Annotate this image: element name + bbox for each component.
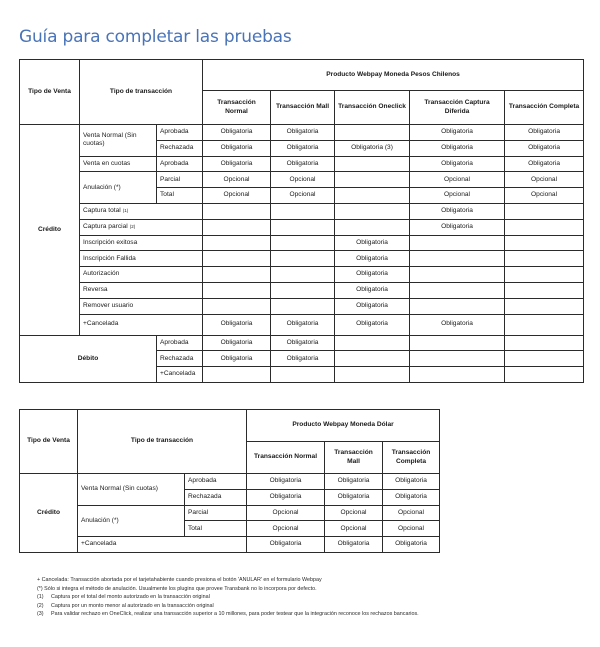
requirement-cell xyxy=(505,282,584,298)
requirement-cell xyxy=(505,267,584,283)
requirement-cell xyxy=(271,267,335,283)
requirement-cell xyxy=(271,367,335,383)
requirement-cell: Obligatoria xyxy=(335,235,410,251)
footnote-ref: (1) xyxy=(122,208,129,214)
requirement-cell: Obligatoria xyxy=(271,125,335,141)
table-row xyxy=(20,314,584,335)
page-title: Guía para completar las pruebas xyxy=(19,27,292,48)
requirement-cell: Obligatoria xyxy=(203,335,271,351)
footnote xyxy=(37,585,419,594)
requirement-cell: Obligatoria xyxy=(410,140,505,156)
requirement-cell: Obligatoria xyxy=(335,298,410,314)
table-row xyxy=(20,298,584,314)
footnote xyxy=(37,610,419,619)
tipo-venta-credito: Crédito xyxy=(20,125,80,336)
requirement-cell: Opcional xyxy=(410,172,505,188)
footnote-key: (1) xyxy=(37,594,44,601)
column-header: Transacción Completa xyxy=(383,442,440,474)
requirement-cell: Opcional xyxy=(505,172,584,188)
header-tipo-transaccion: Tipo de transacción xyxy=(80,60,203,125)
transaction-label: +Cancelada xyxy=(78,537,247,553)
tipo-venta-debito: Débito xyxy=(20,335,157,382)
transaction-label xyxy=(80,282,203,298)
header-tipo-venta: Tipo de Venta xyxy=(20,60,80,125)
transaction-label-text: +Cancelada xyxy=(83,320,119,328)
column-header: Transacción Mall xyxy=(325,442,383,474)
requirement-cell: Opcional xyxy=(203,172,271,188)
requirement-cell xyxy=(203,267,271,283)
requirement-cell: Obligatoria xyxy=(247,537,325,553)
requirement-cell xyxy=(410,267,505,283)
table-row xyxy=(20,156,584,172)
requirement-cell: Opcional xyxy=(410,188,505,204)
transaction-subtype: Aprobada xyxy=(157,335,203,351)
requirement-cell xyxy=(203,203,271,219)
transaction-label-text: Remover usuario xyxy=(83,302,134,310)
requirement-cell xyxy=(410,298,505,314)
requirement-cell: Obligatoria xyxy=(410,203,505,219)
table-row xyxy=(20,537,440,553)
requirement-cell: Obligatoria (3) xyxy=(335,140,410,156)
transaction-subtype: Total xyxy=(185,521,247,537)
column-header: Transacción Completa xyxy=(505,91,584,125)
requirement-cell xyxy=(410,367,505,383)
requirement-cell: Obligatoria xyxy=(325,474,383,490)
requirement-cell xyxy=(410,282,505,298)
transaction-label xyxy=(80,251,203,267)
requirement-cell: Obligatoria xyxy=(383,474,440,490)
table-dolar xyxy=(19,409,440,553)
header-tipo-venta: Tipo de Venta xyxy=(20,410,78,474)
requirement-cell xyxy=(335,203,410,219)
requirement-cell: Obligatoria xyxy=(383,489,440,505)
footnote-text: Para validar rechazo en OneClick, realizar una transacción superior a 10 millones, para poder testear que la integración reconoce los rechazos bancarios. xyxy=(51,611,419,618)
requirement-cell xyxy=(410,235,505,251)
transaction-label xyxy=(80,314,203,335)
requirement-cell: Opcional xyxy=(383,521,440,537)
transaction-group: Venta Normal (Sin cuotas) xyxy=(80,125,157,157)
footnote-text: Captura por el total del monto autorizado en la transacción original xyxy=(51,594,210,601)
footnote-key: (3) xyxy=(37,611,44,618)
transaction-subtype: Rechazada xyxy=(157,351,203,367)
transaction-label xyxy=(80,267,203,283)
requirement-cell: Obligatoria xyxy=(335,282,410,298)
requirement-cell: Opcional xyxy=(383,505,440,521)
transaction-label-text: Reversa xyxy=(83,286,108,294)
requirement-cell: Obligatoria xyxy=(325,537,383,553)
transaction-subtype: +Cancelada xyxy=(157,367,203,383)
transaction-label xyxy=(80,219,203,235)
transaction-group: Venta en cuotas xyxy=(80,156,157,172)
table-row xyxy=(20,235,584,251)
transaction-group: Anulación (*) xyxy=(78,505,185,537)
requirement-cell xyxy=(271,282,335,298)
footnote-text: (*) Sólo si integra el método de anulación. Usualmente los plugins que provee Transbank no lo incorpora por defecto. xyxy=(37,585,317,592)
footnote xyxy=(37,576,419,585)
requirement-cell: Opcional xyxy=(271,188,335,204)
tipo-venta-credito: Crédito xyxy=(20,474,78,553)
requirement-cell xyxy=(410,351,505,367)
table-row xyxy=(20,172,584,188)
footnote-key: (2) xyxy=(37,602,44,609)
column-header: Transacción Normal xyxy=(247,442,325,474)
requirement-cell: Obligatoria xyxy=(271,140,335,156)
requirement-cell: Obligatoria xyxy=(505,140,584,156)
requirement-cell xyxy=(335,188,410,204)
requirement-cell: Obligatoria xyxy=(335,267,410,283)
requirement-cell: Opcional xyxy=(505,188,584,204)
table-row xyxy=(20,219,584,235)
requirement-cell: Obligatoria xyxy=(271,156,335,172)
requirement-cell xyxy=(505,251,584,267)
table-row xyxy=(20,505,440,521)
transaction-label xyxy=(80,298,203,314)
transaction-subtype: Rechazada xyxy=(185,489,247,505)
requirement-cell xyxy=(203,298,271,314)
table-row xyxy=(20,267,584,283)
requirement-cell: Opcional xyxy=(247,505,325,521)
transaction-label-text: Captura parcial xyxy=(83,223,128,231)
column-header: Transacción Normal xyxy=(203,91,271,125)
table-row xyxy=(20,282,584,298)
requirement-cell: Obligatoria xyxy=(410,125,505,141)
requirement-cell xyxy=(203,235,271,251)
header-producto: Producto Webpay Moneda Dólar xyxy=(247,410,440,442)
requirement-cell: Opcional xyxy=(271,172,335,188)
transaction-subtype: Parcial xyxy=(157,172,203,188)
transaction-subtype: Parcial xyxy=(185,505,247,521)
requirement-cell: Obligatoria xyxy=(410,219,505,235)
requirement-cell: Obligatoria xyxy=(335,314,410,335)
table-row xyxy=(20,335,584,351)
requirement-cell: Obligatoria xyxy=(410,314,505,335)
requirement-cell xyxy=(335,125,410,141)
transaction-label-text: Inscripción exitosa xyxy=(83,238,138,246)
table-pesos-chilenos xyxy=(19,59,584,383)
requirement-cell xyxy=(505,298,584,314)
column-header: Transacción Oneclick xyxy=(335,91,410,125)
footnote-text: Captura por un monto menor al autorizado en la transacción original xyxy=(51,602,214,609)
requirement-cell: Opcional xyxy=(325,505,383,521)
requirement-cell: Obligatoria xyxy=(505,125,584,141)
requirement-cell xyxy=(335,367,410,383)
transaction-subtype: Aprobada xyxy=(185,474,247,490)
requirement-cell xyxy=(335,351,410,367)
requirement-cell: Opcional xyxy=(203,188,271,204)
requirement-cell: Obligatoria xyxy=(203,125,271,141)
requirement-cell xyxy=(335,156,410,172)
footnotes xyxy=(37,576,419,619)
header-tipo-transaccion: Tipo de transacción xyxy=(78,410,247,474)
requirement-cell xyxy=(505,235,584,251)
transaction-subtype: Total xyxy=(157,188,203,204)
requirement-cell xyxy=(271,298,335,314)
requirement-cell xyxy=(271,203,335,219)
requirement-cell xyxy=(271,219,335,235)
requirement-cell: Opcional xyxy=(247,521,325,537)
footnote-text: + Cancelada: Transacción abortada por el tarjetahabiente cuando presiona el botón 'ANULAR' en el formulario Webpay xyxy=(37,577,322,583)
requirement-cell xyxy=(335,335,410,351)
transaction-label xyxy=(80,203,203,219)
requirement-cell xyxy=(335,219,410,235)
requirement-cell xyxy=(505,351,584,367)
footnote-ref: (2) xyxy=(129,224,136,230)
requirement-cell xyxy=(271,235,335,251)
transaction-label xyxy=(80,235,203,251)
requirement-cell xyxy=(410,251,505,267)
requirement-cell xyxy=(505,203,584,219)
table-row xyxy=(20,474,440,490)
requirement-cell: Obligatoria xyxy=(325,489,383,505)
requirement-cell xyxy=(505,367,584,383)
requirement-cell xyxy=(203,367,271,383)
transaction-group: Venta Normal (Sin cuotas) xyxy=(78,474,185,506)
requirement-cell xyxy=(271,251,335,267)
requirement-cell xyxy=(335,172,410,188)
requirement-cell: Obligatoria xyxy=(203,314,271,335)
requirement-cell: Obligatoria xyxy=(383,537,440,553)
requirement-cell: Obligatoria xyxy=(335,251,410,267)
requirement-cell: Opcional xyxy=(325,521,383,537)
requirement-cell xyxy=(410,335,505,351)
header-producto: Producto Webpay Moneda Pesos Chilenos xyxy=(203,60,584,91)
column-header: Transacción Mall xyxy=(271,91,335,125)
requirement-cell: Obligatoria xyxy=(247,474,325,490)
table-row xyxy=(20,251,584,267)
requirement-cell xyxy=(203,219,271,235)
requirement-cell xyxy=(505,219,584,235)
requirement-cell: Obligatoria xyxy=(271,314,335,335)
table-row xyxy=(20,125,584,141)
transaction-subtype: Rechazada xyxy=(157,140,203,156)
transaction-subtype: Aprobada xyxy=(157,156,203,172)
requirement-cell: Obligatoria xyxy=(247,489,325,505)
requirement-cell: Obligatoria xyxy=(203,351,271,367)
transaction-label-text: Inscripción Fallida xyxy=(83,254,136,262)
requirement-cell: Obligatoria xyxy=(410,156,505,172)
requirement-cell: Obligatoria xyxy=(271,351,335,367)
requirement-cell xyxy=(203,282,271,298)
requirement-cell: Obligatoria xyxy=(203,156,271,172)
column-header: Transacción Captura Diferida xyxy=(410,91,505,125)
requirement-cell: Obligatoria xyxy=(203,140,271,156)
transaction-subtype: Aprobada xyxy=(157,125,203,141)
requirement-cell: Obligatoria xyxy=(271,335,335,351)
requirement-cell xyxy=(505,335,584,351)
transaction-group: Anulación (*) xyxy=(80,172,157,204)
transaction-label-text: Captura total xyxy=(83,207,121,215)
requirement-cell xyxy=(505,314,584,335)
requirement-cell: Obligatoria xyxy=(505,156,584,172)
footnote xyxy=(37,602,419,611)
footnote xyxy=(37,593,419,602)
transaction-label-text: Autorización xyxy=(83,270,120,278)
requirement-cell xyxy=(203,251,271,267)
table-row xyxy=(20,203,584,219)
